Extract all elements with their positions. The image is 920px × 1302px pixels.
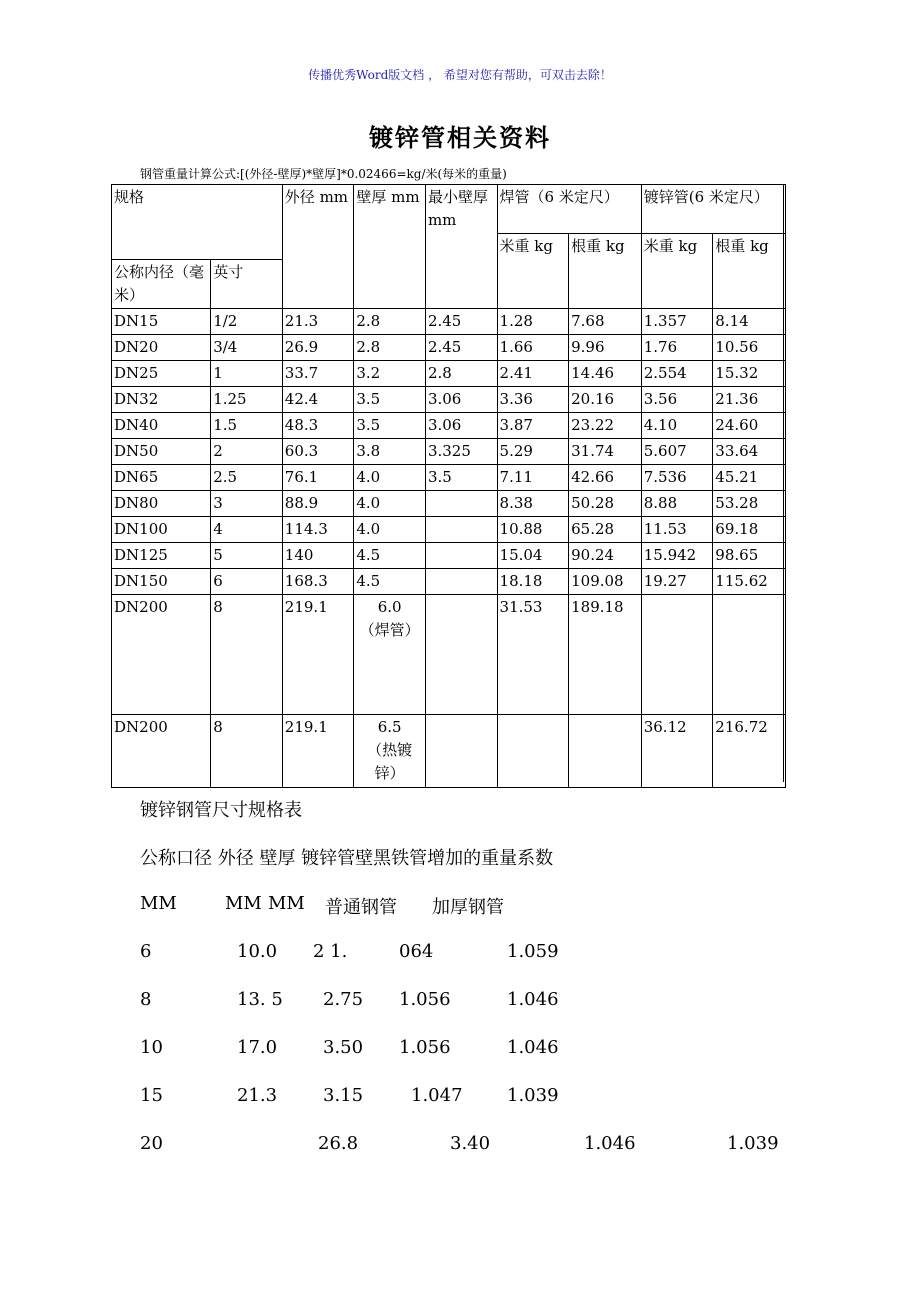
table-row-dn200-welded	[112, 595, 786, 715]
cell-inch: 1	[211, 361, 283, 387]
table-row-dn200-galvanized	[112, 715, 786, 788]
cell-welded-piece	[569, 715, 642, 788]
cell-wall-thickness: 3.8	[354, 439, 426, 465]
cell-wall-thickness: 3.5	[354, 413, 426, 439]
cell-welded-meter: 1.28	[497, 309, 569, 335]
unit-nominal: MM	[140, 893, 177, 914]
header-galv-meter-weight: 米重 kg	[641, 234, 713, 309]
cell-galv-meter: 15.942	[641, 543, 713, 569]
cell-galv-piece: 8.14	[713, 309, 786, 335]
cell-spec: DN200	[112, 595, 211, 715]
list-item	[0, 941, 920, 969]
cell-outer-diameter: 140	[282, 543, 354, 569]
cell-min-wall	[425, 595, 497, 715]
cell-galv-piece: 24.60	[713, 413, 786, 439]
cell-welded-meter: 5.29	[497, 439, 569, 465]
lower-thick: 1.039	[507, 1085, 559, 1106]
header-wall-thickness: 壁厚 mm	[354, 185, 426, 309]
unit-thick: 加厚钢管	[432, 897, 504, 918]
cell-welded-piece: 7.68	[569, 309, 642, 335]
cell-galv-meter: 5.607	[641, 439, 713, 465]
lower-ordinary: 1.046	[584, 1133, 636, 1154]
cell-galv-meter: 19.27	[641, 569, 713, 595]
cell-wall-thickness	[354, 595, 426, 715]
wall-note: （焊管）	[359, 621, 420, 639]
header-outer-diameter: 外径 mm	[282, 185, 354, 309]
header-welded-piece-weight: 根重 kg	[569, 234, 642, 309]
cell-inch: 8	[211, 595, 283, 715]
lower-wall: 2.75	[323, 989, 364, 1010]
cell-wall-thickness: 4.0	[354, 491, 426, 517]
cell-welded-meter: 31.53	[497, 595, 569, 715]
cell-galv-piece: 15.32	[713, 361, 786, 387]
cell-outer-diameter: 60.3	[282, 439, 354, 465]
weight-formula: 钢管重量计算公式:[(外径-壁厚)*壁厚]*0.02466=kg/米(每米的重量)	[140, 167, 507, 181]
cell-welded-piece: 9.96	[569, 335, 642, 361]
cell-spec: DN150	[112, 569, 211, 595]
cell-welded-meter	[497, 715, 569, 788]
lower-nominal: 15	[140, 1085, 163, 1106]
cell-outer-diameter: 48.3	[282, 413, 354, 439]
unit-ordinary: 普通钢管	[325, 897, 397, 918]
cell-spec: DN80	[112, 491, 211, 517]
cell-spec: DN125	[112, 543, 211, 569]
cell-spec: DN25	[112, 361, 211, 387]
cell-inch: 4	[211, 517, 283, 543]
cell-wall-thickness: 4.0	[354, 465, 426, 491]
table-row	[112, 569, 786, 595]
cell-welded-meter: 3.87	[497, 413, 569, 439]
lower-wall: 2 1.	[313, 941, 348, 962]
cell-min-wall: 2.45	[425, 309, 497, 335]
cell-welded-piece: 50.28	[569, 491, 642, 517]
cell-outer-diameter: 219.1	[282, 595, 354, 715]
lower-nominal: 8	[140, 989, 152, 1010]
cell-wall-thickness: 4.5	[354, 543, 426, 569]
cell-min-wall	[425, 491, 497, 517]
header-min-wall: 最小壁厚 mm	[425, 185, 497, 309]
lower-wall: 3.40	[450, 1133, 491, 1154]
cell-welded-meter: 18.18	[497, 569, 569, 595]
cell-welded-piece: 42.66	[569, 465, 642, 491]
lower-table-header: 公称口径 外径 壁厚 镀锌管壁黑铁管增加的重量系数	[140, 848, 554, 869]
table-row	[112, 543, 786, 569]
cell-min-wall: 2.45	[425, 335, 497, 361]
table-row	[112, 465, 786, 491]
table-row	[112, 439, 786, 465]
cell-inch: 5	[211, 543, 283, 569]
cell-inch: 1.5	[211, 413, 283, 439]
cell-welded-meter: 10.88	[497, 517, 569, 543]
header-galv-piece-weight: 根重 kg	[713, 234, 786, 309]
table-row	[112, 335, 786, 361]
cell-inch: 1.25	[211, 387, 283, 413]
cell-galv-piece	[713, 595, 786, 715]
table-row	[112, 413, 786, 439]
cell-spec: DN50	[112, 439, 211, 465]
cell-outer-diameter: 21.3	[282, 309, 354, 335]
lower-thick: 1.039	[727, 1133, 779, 1154]
cell-min-wall	[425, 715, 497, 788]
cell-welded-piece: 189.18	[569, 595, 642, 715]
lower-outer: 21.3	[237, 1085, 278, 1106]
lower-outer: 10.0	[237, 941, 278, 962]
cell-spec: DN200	[112, 715, 211, 788]
table-row	[112, 491, 786, 517]
cell-galv-meter: 2.554	[641, 361, 713, 387]
cell-inch: 2	[211, 439, 283, 465]
cell-welded-piece: 90.24	[569, 543, 642, 569]
list-item	[0, 1133, 920, 1161]
cell-galv-meter	[641, 595, 713, 715]
spec-table	[111, 184, 786, 788]
cell-galv-piece: 216.72	[713, 715, 786, 788]
header-nominal-bore: 公称内径（毫米）	[112, 260, 211, 309]
cell-min-wall: 3.5	[425, 465, 497, 491]
lower-outer: 17.0	[237, 1037, 278, 1058]
table-row	[112, 517, 786, 543]
cell-wall-thickness: 3.2	[354, 361, 426, 387]
cell-outer-diameter: 219.1	[282, 715, 354, 788]
cell-spec: DN20	[112, 335, 211, 361]
cell-min-wall: 3.325	[425, 439, 497, 465]
cell-welded-meter: 2.41	[497, 361, 569, 387]
lower-outer: 26.8	[318, 1133, 359, 1154]
lower-ordinary: 1.056	[399, 1037, 451, 1058]
cell-galv-piece: 69.18	[713, 517, 786, 543]
cell-min-wall: 3.06	[425, 387, 497, 413]
cell-wall-thickness	[354, 715, 426, 788]
cell-welded-meter: 3.36	[497, 387, 569, 413]
cell-galv-piece: 53.28	[713, 491, 786, 517]
unit-outer: MM	[225, 893, 262, 914]
cell-galv-meter: 1.76	[641, 335, 713, 361]
wall-value: 6.0	[377, 598, 402, 616]
cell-welded-meter: 7.11	[497, 465, 569, 491]
section-title: 镀锌钢管尺寸规格表	[140, 800, 302, 821]
lower-nominal: 10	[140, 1037, 163, 1058]
cell-spec: DN32	[112, 387, 211, 413]
cell-inch: 3	[211, 491, 283, 517]
cell-min-wall: 2.8	[425, 361, 497, 387]
cell-welded-piece: 109.08	[569, 569, 642, 595]
unit-wall: MM	[268, 893, 305, 914]
cell-wall-thickness: 3.5	[354, 387, 426, 413]
cell-spec: DN40	[112, 413, 211, 439]
cell-min-wall: 3.06	[425, 413, 497, 439]
header-inch: 英寸	[211, 260, 283, 309]
cell-welded-meter: 15.04	[497, 543, 569, 569]
header-galvanized-pipe: 镀锌管(6 米定尺）	[641, 185, 785, 234]
cell-outer-diameter: 76.1	[282, 465, 354, 491]
lower-wall: 3.50	[323, 1037, 364, 1058]
wall-value: 6.5	[377, 718, 402, 736]
cell-wall-thickness: 4.5	[354, 569, 426, 595]
cell-spec: DN15	[112, 309, 211, 335]
cell-min-wall	[425, 517, 497, 543]
table-row	[112, 387, 786, 413]
cell-inch: 1/2	[211, 309, 283, 335]
cell-wall-thickness: 2.8	[354, 335, 426, 361]
cell-welded-piece: 14.46	[569, 361, 642, 387]
cell-inch: 8	[211, 715, 283, 788]
cell-spec: DN65	[112, 465, 211, 491]
cell-welded-piece: 31.74	[569, 439, 642, 465]
lower-thick: 1.046	[507, 989, 559, 1010]
lower-ordinary: 064	[399, 941, 434, 962]
lower-nominal: 20	[140, 1133, 163, 1154]
cell-outer-diameter: 42.4	[282, 387, 354, 413]
cell-galv-piece: 98.65	[713, 543, 786, 569]
table-row	[112, 361, 786, 387]
cell-inch: 3/4	[211, 335, 283, 361]
cell-welded-meter: 1.66	[497, 335, 569, 361]
list-item	[0, 989, 920, 1017]
header-welded-pipe: 焊管（6 米定尺）	[497, 185, 641, 234]
units-row	[0, 893, 920, 921]
cell-galv-piece: 21.36	[713, 387, 786, 413]
lower-ordinary: 1.047	[411, 1085, 463, 1106]
cell-min-wall	[425, 543, 497, 569]
cell-galv-piece: 33.64	[713, 439, 786, 465]
list-item	[0, 1037, 920, 1065]
cell-welded-meter: 8.38	[497, 491, 569, 517]
lower-wall: 3.15	[323, 1085, 364, 1106]
cell-inch: 2.5	[211, 465, 283, 491]
header-spec: 规格	[112, 185, 283, 260]
cell-galv-meter: 11.53	[641, 517, 713, 543]
cell-galv-meter: 3.56	[641, 387, 713, 413]
cell-outer-diameter: 114.3	[282, 517, 354, 543]
cell-outer-diameter: 26.9	[282, 335, 354, 361]
cell-galv-piece: 10.56	[713, 335, 786, 361]
cell-galv-meter: 4.10	[641, 413, 713, 439]
cell-outer-diameter: 88.9	[282, 491, 354, 517]
table-right-edge	[783, 184, 784, 782]
lower-thick: 1.059	[507, 941, 559, 962]
lower-outer: 13. 5	[237, 989, 283, 1010]
cell-min-wall	[425, 569, 497, 595]
cell-galv-meter: 1.357	[641, 309, 713, 335]
cell-galv-meter: 8.88	[641, 491, 713, 517]
cell-wall-thickness: 2.8	[354, 309, 426, 335]
cell-outer-diameter: 168.3	[282, 569, 354, 595]
cell-welded-piece: 65.28	[569, 517, 642, 543]
header-welded-meter-weight: 米重 kg	[497, 234, 569, 309]
header-note: 传播优秀Word版文档 ， 希望对您有帮助，可双击去除！	[308, 68, 612, 82]
cell-galv-piece: 45.21	[713, 465, 786, 491]
table-row	[112, 309, 786, 335]
lower-ordinary: 1.056	[399, 989, 451, 1010]
lower-thick: 1.046	[507, 1037, 559, 1058]
cell-galv-meter: 36.12	[641, 715, 713, 788]
wall-note: （热镀锌）	[367, 741, 413, 782]
cell-outer-diameter: 33.7	[282, 361, 354, 387]
cell-spec: DN100	[112, 517, 211, 543]
page-title: 镀锌管相关资料	[369, 123, 551, 152]
cell-welded-piece: 20.16	[569, 387, 642, 413]
cell-galv-meter: 7.536	[641, 465, 713, 491]
cell-wall-thickness: 4.0	[354, 517, 426, 543]
lower-nominal: 6	[140, 941, 152, 962]
cell-galv-piece: 115.62	[713, 569, 786, 595]
cell-inch: 6	[211, 569, 283, 595]
cell-welded-piece: 23.22	[569, 413, 642, 439]
list-item	[0, 1085, 920, 1113]
